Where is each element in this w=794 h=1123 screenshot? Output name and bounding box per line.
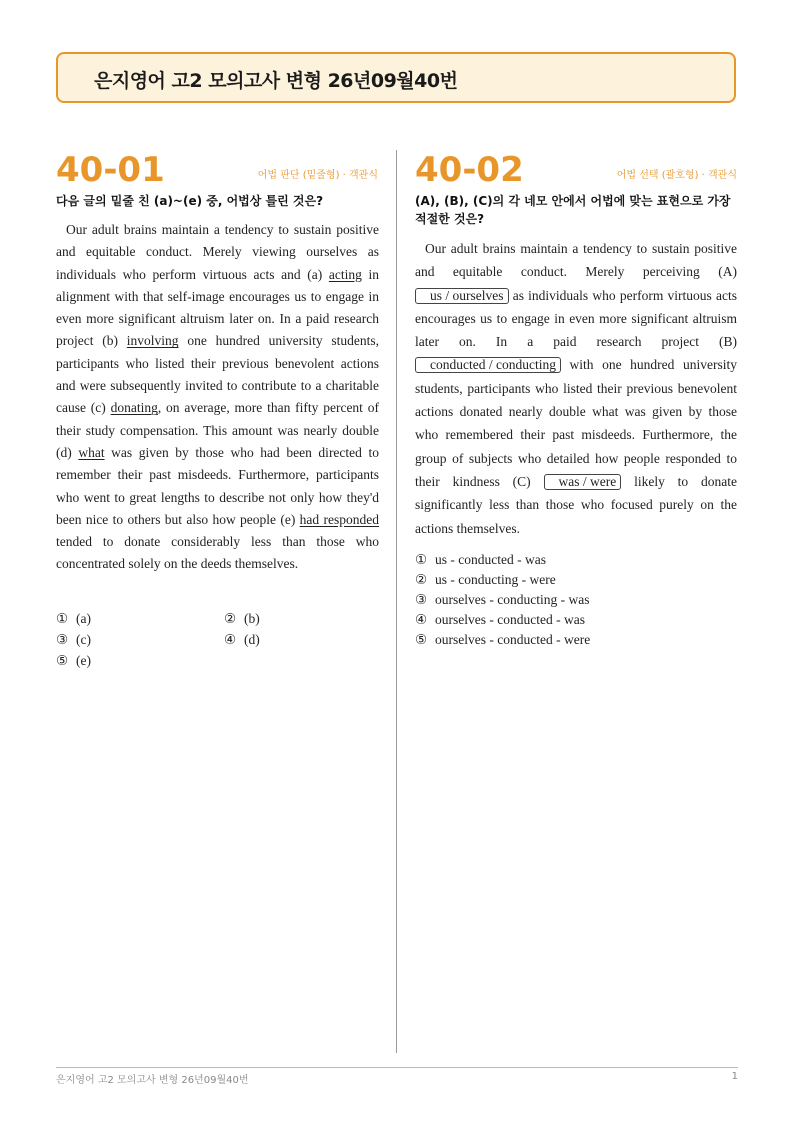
choice-item[interactable]: ⑤ ourselves - conducted - were [415, 632, 591, 647]
question-prompt-1: 다음 글의 밑줄 친 (a)~(e) 중, 어법상 틀린 것은? [56, 194, 324, 208]
footer-title: 은지영어 고2 모의고사 변형 26년09월40번 [56, 1075, 249, 1086]
underline-c: donating [110, 400, 158, 416]
page-number: 1 [731, 1071, 738, 1082]
question-number-2: 40-02 [415, 150, 524, 190]
question-type-1: 어법 판단 (밑줄형) · 객관식 [257, 170, 378, 181]
choice-item[interactable]: ③ (c) [56, 632, 91, 647]
choice-box-a: us / ourselves [415, 288, 509, 304]
underline-e: had responded [299, 511, 379, 527]
underline-d: what [78, 444, 105, 460]
choice-item[interactable]: ③ ourselves - conducting - was [415, 592, 590, 607]
choice-item[interactable]: ⑤ (e) [56, 653, 91, 668]
choice-item[interactable]: ① (a) [56, 611, 91, 626]
choice-item[interactable]: ① us - conducted - was [415, 552, 546, 567]
choice-item[interactable]: ② (b) [224, 611, 260, 626]
underline-b: involving [126, 333, 179, 349]
page-title: 은지영어 고2 모의고사 변형 26년09월40번 [94, 70, 458, 92]
choice-item[interactable]: ④ ourselves - conducted - was [415, 612, 585, 627]
passage-2: Our adult brains maintain a tendency to sustain positive and equitable conduct. Merely perceiving (A) us / ourselves as individuals who perform virtuous acts encourages us to engage in even more significant altruism later on. In a paid research project (B) conducted / conducting with one hundred university students, participants who listed their previous benevolent actions donated nearly double what was given by those who remembered their past misdeeds. Furthermore, the group of subjects who detailed how people responded to their kindness (C) was / were likely to donate significantly less than those who focused purely on the actions themselves. [415, 241, 737, 536]
column-divider [396, 150, 397, 1053]
passage-1: Our adult brains maintain a tendency to sustain positive and equitable conduct. Merely viewing ourselves as individuals who perform virtuous acts and (a) acting in alignment with that self-image encourages us to engage in even more significant altruism later on. In a paid research project (b) involving one hundred university students, participants who listed their previous benevolent actions and were subsequently invited to contribute to a charitable cause (c) donating, on average, more than fifty percent of their study compensation. This amount was nearly double (d) what was given by those who had been directed to remember their past misdeeds. Furthermore, participants who went to great lengths to describe not only how they'd been nice to others but also how people (e) had responded tended to donate considerably less than those who concentrated solely on the deeds themselves. [56, 222, 380, 572]
choice-item[interactable]: ④ (d) [224, 632, 260, 647]
choice-box-b: conducted / conducting [415, 357, 561, 373]
choice-item[interactable]: ② us - conducting - were [415, 572, 556, 587]
choice-box-c: was / were [544, 474, 622, 490]
question-type-2: 어법 선택 (괄호형) · 객관식 [616, 170, 737, 181]
question-number-1: 40-01 [56, 150, 165, 190]
question-prompt-2: (A), (B), (C)의 각 네모 안에서 어법에 맞는 표현으로 가장 적절한 것은? [415, 194, 731, 226]
page-header [56, 52, 736, 103]
footer-divider [56, 1067, 738, 1068]
underline-a: acting [328, 266, 362, 282]
